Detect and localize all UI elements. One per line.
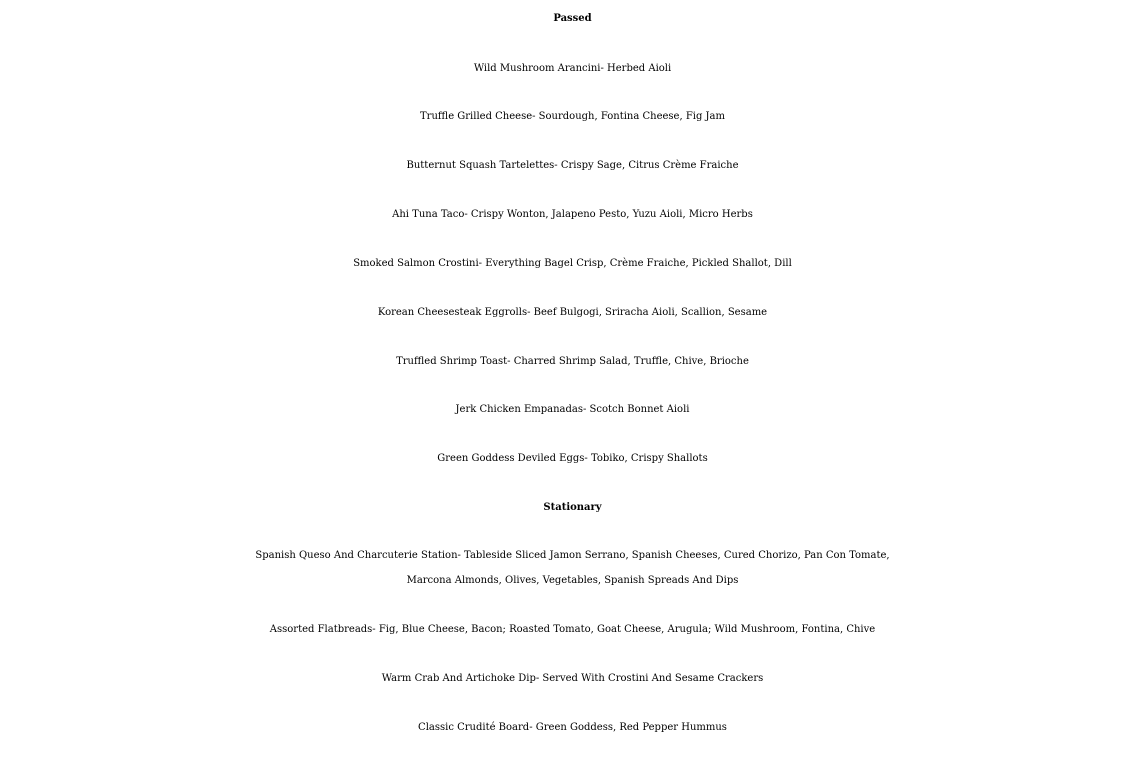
menu-item-continuation: Marcona Almonds, Olives, Vegetables, Spanish Spreads And Dips bbox=[406, 575, 739, 586]
menu-item: Warm Crab And Artichoke Dip- Served With Crostini And Sesame Crackers bbox=[381, 673, 764, 684]
menu-item: Ahi Tuna Taco- Crispy Wonton, Jalapeno Pesto, Yuzu Aioli, Micro Herbs bbox=[392, 209, 753, 220]
menu-item: Butternut Squash Tartelettes- Crispy Sage, Citrus Crème Fraiche bbox=[406, 160, 739, 171]
section-heading-stationary: Stationary bbox=[543, 502, 602, 513]
menu-item: Spanish Queso And Charcuterie Station- Tableside Sliced Jamon Serrano, Spanish Cheeses, Cured Chorizo, Pan Con Tomate, bbox=[255, 550, 890, 561]
menu-item: Korean Cheesesteak Eggrolls- Beef Bulgogi, Sriracha Aioli, Scallion, Sesame bbox=[377, 307, 768, 318]
menu-item: Smoked Salmon Crostini- Everything Bagel Crisp, Crème Fraiche, Pickled Shallot, Dill bbox=[353, 258, 792, 269]
menu-item: Wild Mushroom Arancini- Herbed Aioli bbox=[473, 63, 672, 74]
menu-item: Assorted Flatbreads- Fig, Blue Cheese, Bacon; Roasted Tomato, Goat Cheese, Arugula; Wild Mushroom, Fontina, Chive bbox=[269, 624, 876, 635]
menu-item: Classic Crudité Board- Green Goddess, Red Pepper Hummus bbox=[418, 722, 727, 733]
section-heading-passed: Passed bbox=[553, 13, 592, 24]
menu-item: Truffled Shrimp Toast- Charred Shrimp Salad, Truffle, Chive, Brioche bbox=[396, 356, 749, 367]
menu-item: Truffle Grilled Cheese- Sourdough, Fontina Cheese, Fig Jam bbox=[420, 111, 725, 122]
menu-item: Green Goddess Deviled Eggs- Tobiko, Crispy Shallots bbox=[437, 453, 708, 464]
menu-item: Jerk Chicken Empanadas- Scotch Bonnet Aioli bbox=[455, 404, 690, 415]
